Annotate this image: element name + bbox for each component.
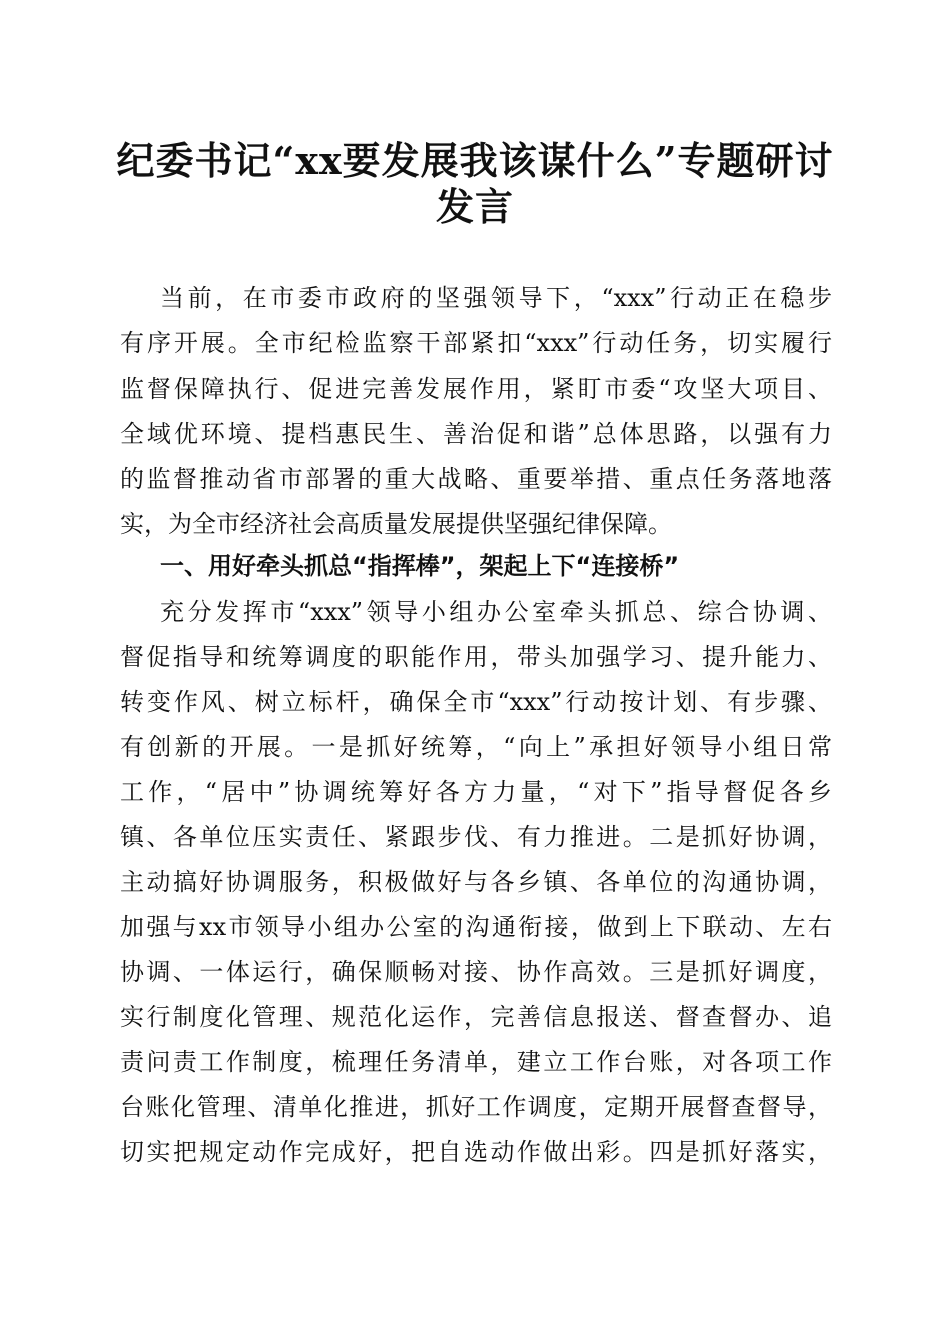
section-line: 镇、各单位压实责任、紧跟步伐、有力推进。二是抓好协调， bbox=[120, 823, 832, 851]
section-line: 充分发挥市“xxx”领导小组办公室牵头抓总、综合协调、 bbox=[160, 598, 832, 626]
intro-line: 的监督推动省市部署的重大战略、重要举措、重点任务落地落 bbox=[120, 465, 832, 493]
section-line: 切实把规定动作完成好，把自选动作做出彩。四是抓好落实， bbox=[120, 1138, 832, 1166]
section-line: 责问责工作制度，梳理任务清单，建立工作台账，对各项工作 bbox=[120, 1048, 832, 1076]
section-line: 工作，“居中”协调统筹好各方力量，“对下”指导督促各乡 bbox=[120, 778, 832, 806]
intro-line: 当前，在市委市政府的坚强领导下，“xxx”行动正在稳步 bbox=[160, 284, 832, 312]
section-line: 转变作风、树立标杆，确保全市“xxx”行动按计划、有步骤、 bbox=[120, 688, 832, 716]
section-line: 协调、一体运行，确保顺畅对接、协作高效。三是抓好调度， bbox=[120, 958, 832, 986]
section-line: 有创新的开展。一是抓好统筹，“向上”承担好领导小组日常 bbox=[120, 733, 832, 761]
document-title-line2: 发言 bbox=[435, 184, 514, 229]
intro-line: 实，为全市经济社会高质量发展提供坚强纪律保障。 bbox=[120, 510, 672, 538]
section-line: 实行制度化管理、规范化运作，完善信息报送、督查督办、追 bbox=[120, 1003, 832, 1031]
section-line: 督促指导和统筹调度的职能作用，带头加强学习、提升能力、 bbox=[120, 643, 832, 671]
section-heading: 一、用好牵头抓总“指挥棒”，架起上下“连接桥” bbox=[160, 552, 680, 580]
section-line: 主动搞好协调服务，积极做好与各乡镇、各单位的沟通协调， bbox=[120, 868, 832, 896]
section-line: 台账化管理、清单化推进，抓好工作调度，定期开展督查督导， bbox=[120, 1093, 832, 1121]
intro-line: 有序开展。全市纪检监察干部紧扣“xxx”行动任务，切实履行 bbox=[120, 329, 832, 357]
document-title-line1: 纪委书记“xx要发展我该谋什么”专题研讨 bbox=[116, 138, 834, 183]
intro-line: 监督保障执行、促进完善发展作用，紧盯市委“攻坚大项目、 bbox=[120, 375, 832, 403]
section-line: 加强与xx市领导小组办公室的沟通衔接，做到上下联动、左右 bbox=[120, 913, 832, 941]
intro-line: 全域优环境、提档惠民生、善治促和谐”总体思路，以强有力 bbox=[120, 420, 832, 448]
